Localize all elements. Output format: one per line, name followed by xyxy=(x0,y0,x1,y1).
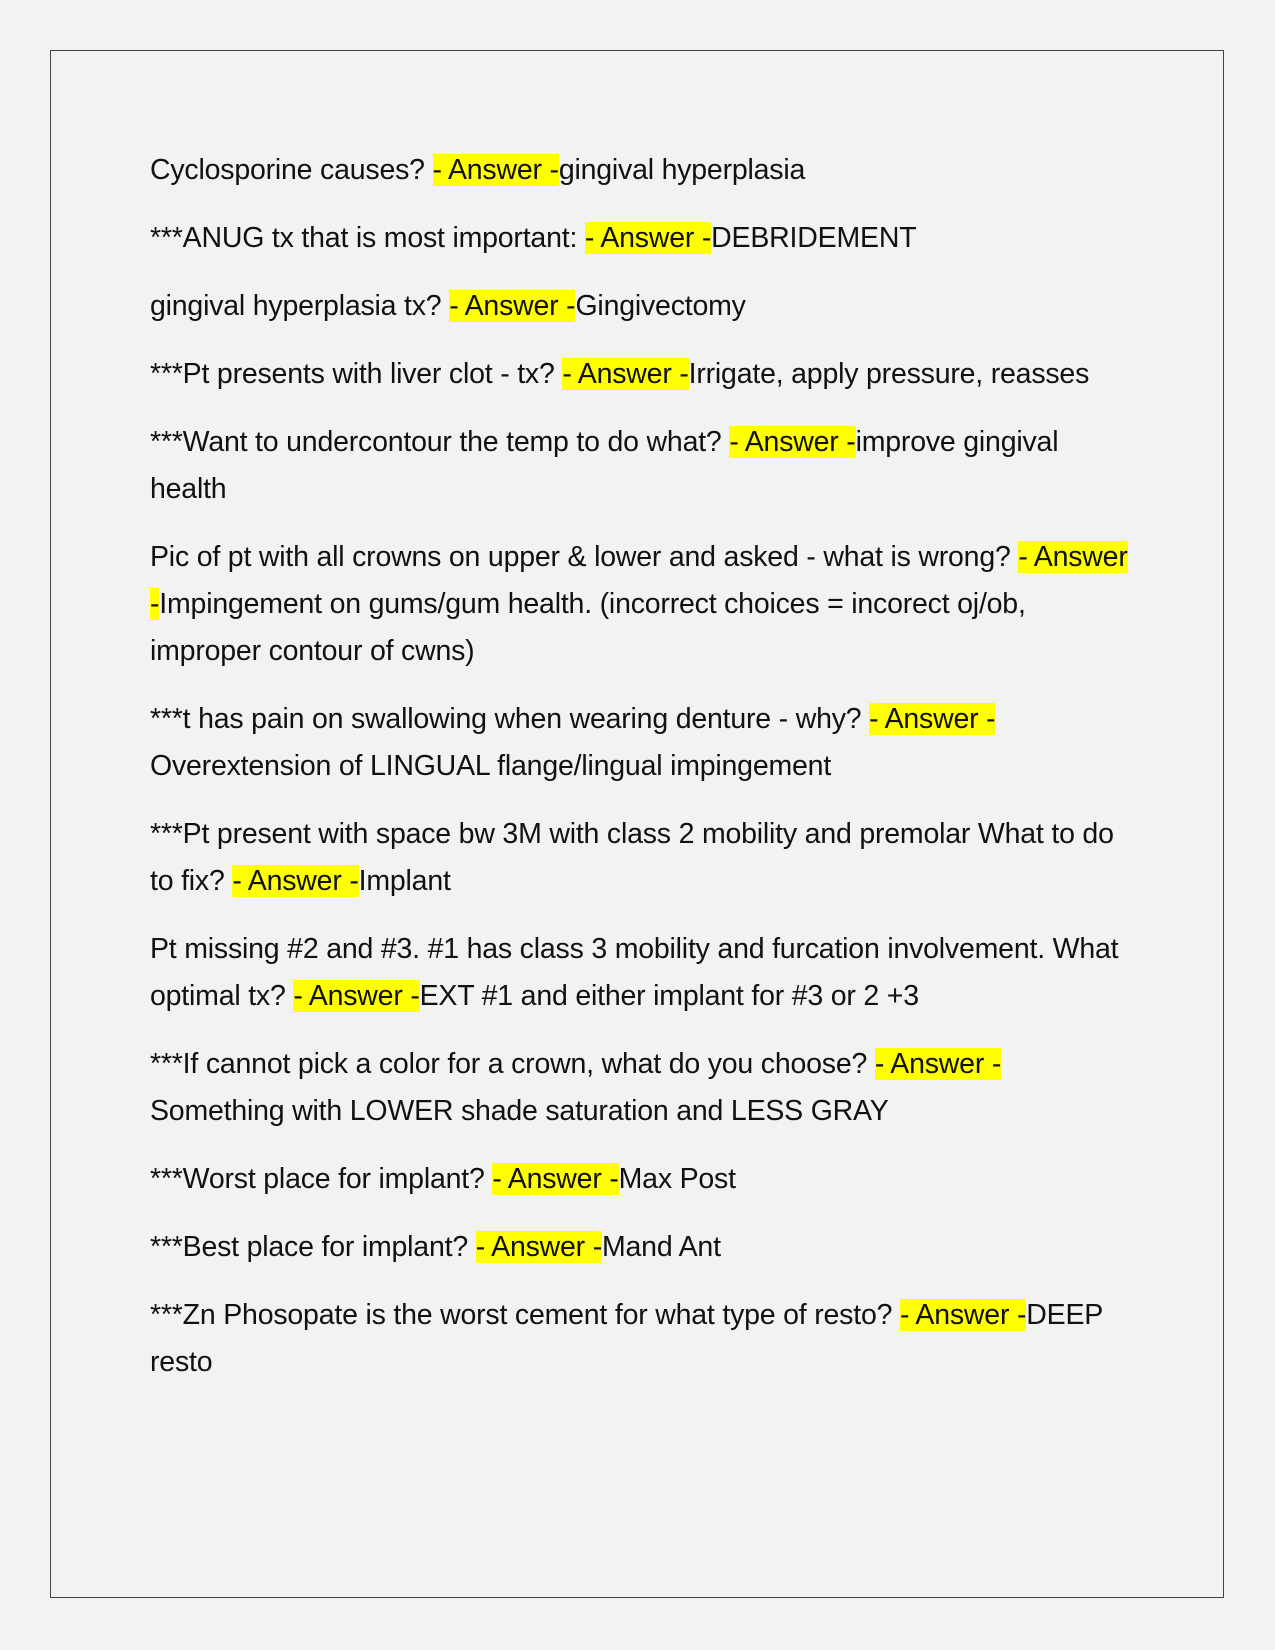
question-text: Pic of pt with all crowns on upper & lower and asked - what is wrong? xyxy=(150,541,1019,573)
answer-text: gingival hyperplasia xyxy=(558,154,806,186)
answer-marker: - Answer - xyxy=(293,980,420,1012)
answer-marker: - Answer - xyxy=(492,1163,619,1195)
answer-marker: - Answer - xyxy=(475,1231,602,1263)
question-text: Cyclosporine causes? xyxy=(150,154,433,186)
qa-item xyxy=(150,811,1130,905)
question-text: ***Worst place for implant? xyxy=(150,1163,493,1195)
answer-text: Overextension of LINGUAL flange/lingual impingement xyxy=(150,750,832,782)
answer-text: Impingement on gums/gum health. (incorrect choices = incorect oj/ob, improper contour of cwns) xyxy=(150,588,1026,667)
answer-marker: - Answer - xyxy=(449,290,576,322)
answer-text: Irrigate, apply pressure, reasses xyxy=(688,358,1090,390)
answer-text: Max Post xyxy=(618,1163,736,1195)
answer-marker: - Answer - xyxy=(150,541,1128,620)
question-text: ***ANUG tx that is most important: xyxy=(150,222,585,254)
qa-item xyxy=(150,926,1130,1020)
answer-text: Gingivectomy xyxy=(575,290,746,322)
answer-marker: - Answer - xyxy=(432,154,559,186)
answer-marker: - Answer - xyxy=(562,358,689,390)
answer-text: Mand Ant xyxy=(601,1231,721,1263)
answer-text: DEEP resto xyxy=(150,1299,1103,1378)
question-text: Pt missing #2 and #3. #1 has class 3 mobility and furcation involvement. What optimal tx? xyxy=(150,933,1119,1012)
answer-text: Implant xyxy=(358,865,451,897)
qa-item xyxy=(150,1156,1130,1203)
question-text: ***Zn Phosopate is the worst cement for what type of resto? xyxy=(150,1299,900,1331)
answer-text: DEBRIDEMENT xyxy=(711,222,917,254)
qa-item xyxy=(150,283,1130,330)
qa-item xyxy=(150,419,1130,513)
question-text: ***If cannot pick a color for a crown, what do you choose? xyxy=(150,1048,875,1080)
answer-marker: - Answer - xyxy=(874,1048,1002,1080)
answer-text: improve gingival health xyxy=(150,426,1059,505)
qa-item xyxy=(150,351,1130,398)
qa-list xyxy=(150,147,1130,1407)
question-text: ***Want to undercontour the temp to do what? xyxy=(150,426,730,458)
answer-marker: - Answer - xyxy=(232,865,359,897)
answer-marker: - Answer - xyxy=(869,703,996,735)
answer-text: EXT #1 and either implant for #3 or 2 +3 xyxy=(419,980,919,1012)
answer-marker: - Answer - xyxy=(729,426,856,458)
question-text: ***Pt presents with liver clot - tx? xyxy=(150,358,563,390)
qa-item xyxy=(150,696,1130,790)
qa-item xyxy=(150,534,1130,675)
question-text: gingival hyperplasia tx? xyxy=(150,290,450,322)
qa-item xyxy=(150,1041,1130,1135)
qa-item xyxy=(150,1224,1130,1271)
qa-item xyxy=(150,215,1130,262)
qa-item xyxy=(150,147,1130,194)
answer-marker: - Answer - xyxy=(584,222,712,254)
question-text: ***t has pain on swallowing when wearing denture - why? xyxy=(150,703,870,735)
question-text: ***Best place for implant? xyxy=(150,1231,476,1263)
answer-text: Something with LOWER shade saturation and LESS GRAY xyxy=(150,1095,889,1127)
qa-item xyxy=(150,1292,1130,1386)
question-text: ***Pt present with space bw 3M with class 2 mobility and premolar What to do to fix? xyxy=(150,818,1114,897)
answer-marker: - Answer - xyxy=(899,1299,1027,1331)
